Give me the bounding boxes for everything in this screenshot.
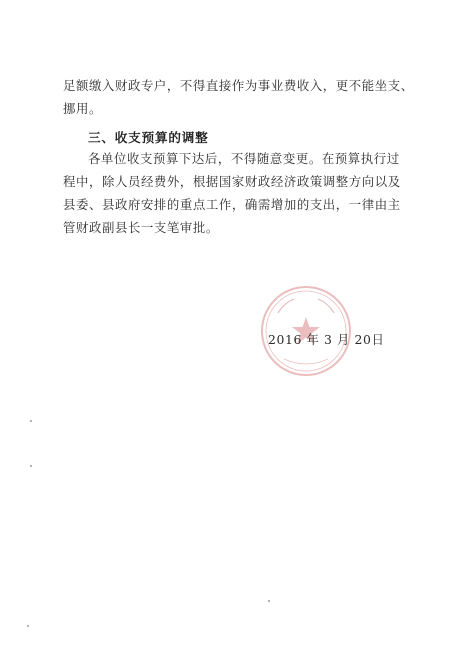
issue-date: 2016 年 3 月 20日 xyxy=(268,332,385,347)
text-line: 各单位收支预算下达后，不得随意变更。在预算执行过 xyxy=(88,151,400,166)
text-line: 足额缴入财政专户，不得直接作为事业费收入，更不能坐支、 xyxy=(63,78,414,93)
text-line: 管财政副县长一支笔审批。 xyxy=(63,220,219,235)
text-line: 县委、县政府安排的重点工作，确需增加的支出，一律由主 xyxy=(63,197,401,212)
scan-speck xyxy=(30,465,32,467)
section-heading: 三、收支预算的调整 xyxy=(88,130,209,145)
text-line: 挪用。 xyxy=(63,101,102,116)
text-line: 程中，除人员经费外，根据国家财政经济政策调整方向以及 xyxy=(63,174,401,189)
scan-speck xyxy=(268,600,270,602)
scan-speck xyxy=(27,625,29,627)
scan-speck xyxy=(30,420,32,422)
